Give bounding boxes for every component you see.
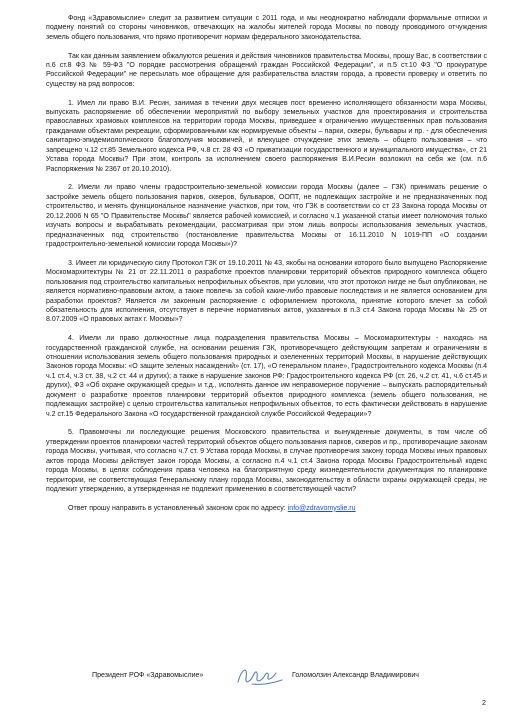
question-5-paragraph: 5. Правомочны ли последующие решения Московского правительства и вынужденные документы, в том числе об утверждении проектов планировки частей территорий объектов общего пользования парков, скверов и пр., противоречащие законам города Москвы, учитывая, что согласно ч.7 ст. 9 Устава города Москвы, в случае противоречия закону города Москвы иных правовых актов города Москвы действует закон города Москвы, а согласно п.4 ч.1 ст.4 Закона города Москвы Градостроительный кодекс города Москвы, в целях соблюдения права человека на благоприятную среду жизнедеятельности документация по планировке территории, не соответствующая Генеральному плану города Москвы, законодательству в области охраны окружающей среды, не подлежит утверждению, а утвержденная не подлежит применению в соответствующей части? xyxy=(46,429,487,494)
closing-paragraph xyxy=(46,504,487,513)
question-3-paragraph: 3. Имеет ли юридическую силу Протокол ГЗК от 19.10.2011 № 43, якобы на основании которого было выпущено Распоряжение Москомархитектуры № 21 от 22.11.2011 о разработке проектов планировки территорий объектов природного комплекса общего пользования под строительство капитальных непрофильных объектов, при условии, что этот протокол нигде не был опубликован, не является нормативно-правовым актом, а также повлечь за собой какие-либо правовые последствия и не является основанием для разработки проектов? Является ли законным распоряжение с оформлением протокола, принятие которого влечет за собой обязательность для исполнения, отсутствует в перечне нормативных актов, указанных в п.3 ст.4 Закона города Москвы № 25 от 8.07.2009 «О правовых актах г. Москвы»? xyxy=(46,259,487,324)
handwritten-signature-icon xyxy=(234,664,286,688)
question-1-paragraph: 1. Имел ли право В.И. Ресин, занимая в течении двух месяцев пост временно исполняющего обязанности мэра Москвы, выпускать распоряжение об обеспечении мероприятий по выбору земельных участков для проектирования и строительства православных храмовых комплексов на территории города Москвы, приведшее к ограничению имущественных прав пользования гражданами объектами рекреации, сформированными как нормируемые объекты – парки, скверы, бульвары и пр. - для обеспечения санитарно-эпидемиологического благополучия москвичей, и влекущее отчуждение этих земель – общего пользования – что запрещено ч.12 ст.85 Земельного кодекса РФ, ч.8 ст. 28 ФЗ «О приватизации государственного и муниципального имущества», ст 21 Устава города Москвы? При этом, контроль за исполнением своего распоряжения В.И.Ресин возложил на себя же (см. п.6 Распоряжения № 2367 от 20.10.2010). xyxy=(46,99,487,173)
signature-name: Голомолзин Александр Владимирович xyxy=(292,672,419,679)
intro-paragraph: Фонд «Здравомыслие» следит за развитием ситуации с 2011 года, и мы неоднократно наблюдали формальные отписки и подмену понятий со стороны чиновников, отвечающих на жалобы жителей города Москвы по поводу проводимого отчуждения земель общего пользования, что прямо противоречит нормам федерального законодательства. xyxy=(46,15,487,41)
question-2-paragraph: 2. Имели ли право члены градостроительно-земельной комиссии города Москвы (далее – ГЗК) принимать решение о застройке земель общего пользования парков, скверов, бульваров, ООПТ, не подлежащих застройке и не предназначенных под строительство, и менять функциональное назначение участков, при том, что ГЗК в соответствии со ст 23 Закона города Москвы от 20.12.2006 N 65 "О Правительстве Москвы" является рабочей комиссией, и согласно ч.1 указанной статьи имеет полномочия только изучать вопросы и вырабатывать рекомендации, рассматривая при этом лишь вопросы использования земельных участков, предназначенных под строительство (постановление правительства Москвы от 16.11.2010 N 1019-ПП «О создании градостроительно-земельной комиссии города Москвы»)? xyxy=(46,184,487,249)
page-number: 2 xyxy=(482,700,486,707)
closing-text: Ответ прошу направить в установленный законом срок по адресу: xyxy=(68,504,288,512)
question-4-paragraph: 4. Имели ли право должностные лица подразделения правительства Москвы – Москомархитектуры - находясь на государственной гражданской службе, на основании решения ГЗК, противоречащего действующим запретам и ограничениям в отношении использования земель общего пользования природных и озелененных территорий Москвы, в нарушение действующих Законов города Москвы: «О защите зеленых насаждений» (ст. 17), «О генеральном плане», Градостроительного кодекса Москвы (п.4 ч.1 ст.4, ч.3 ст. 38, ч.2 ст. 44 и других); а также в нарушение законов РФ: Градостроительного кодекса РФ (ст. 26, ч.2 ст. 41, ч.6 ст.45 и других), ФЗ «Об охране окружающей среды» и т.д., исполнять данное им неправомерное поручение – выпускать распорядительный документ о разработке проектов планировки территорий объектов природного комплекса (земель общего пользования, не подлежащих застройке) с целью строительства капитальных непрофильных объектов, то есть фактически действовать в нарушение ч.2 ст.15 Федерального Закона «О государственной гражданской службе Российской Федерации»? xyxy=(46,335,487,418)
signature-block xyxy=(92,664,452,694)
email-link[interactable]: info@zdravomyslie.ru xyxy=(287,504,356,512)
request-paragraph: Так как данным заявлением обжалуются решения и действия чиновников правительства Москвы, прошу Вас, в соответствии с п.6 ст.8 ФЗ № 59-ФЗ "О порядке рассмотрения обращений граждан Российской Федерации", и п.5 ст.10 ФЗ "О прокуратуре Российской Федерации" не пересылать мое обращение для разбирательства властям города, а провести проверку и ответить по существу на ряд вопросов: xyxy=(46,52,487,88)
signature-role: Президент РОФ «Здравомыслие» xyxy=(92,672,204,679)
